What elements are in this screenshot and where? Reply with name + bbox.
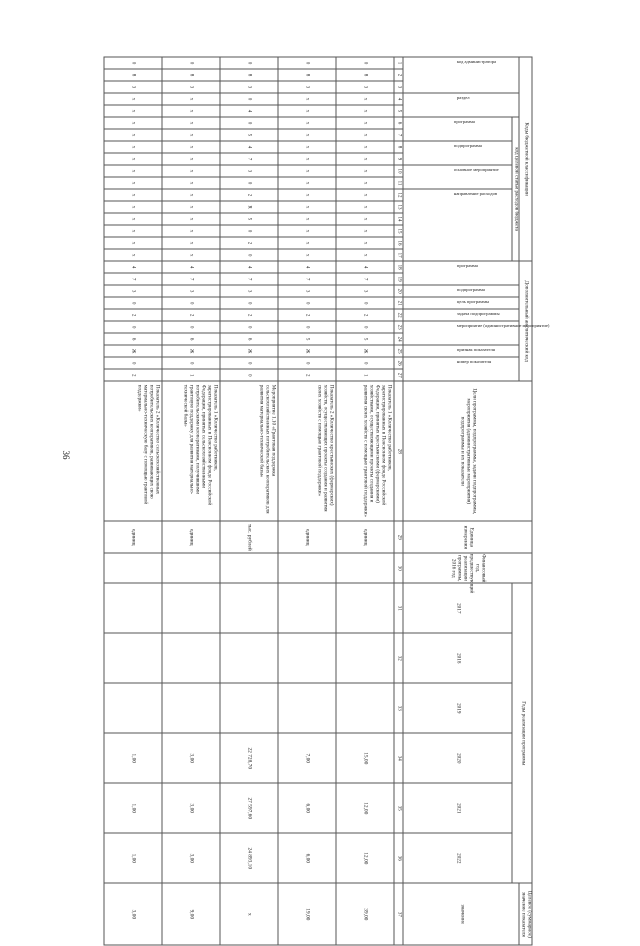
code-cell: x <box>162 153 220 165</box>
code-cell: x <box>162 177 220 189</box>
table-row <box>104 57 162 945</box>
year-2018: 2018 <box>403 633 512 683</box>
code-cell: 0 <box>104 297 162 309</box>
code-cell: 0 <box>220 369 278 381</box>
column-number: 3 <box>394 81 403 93</box>
code-cell: x <box>162 129 220 141</box>
fin-year-cell <box>278 553 336 583</box>
code-cell: x <box>336 165 394 177</box>
code-cell: 8 <box>278 69 336 81</box>
indicator-name: Показатель 2 «Количество сельскохозяйственных потребительских кооперативов, развивающих свою материально-техническую базу с помощью грантовой поддержки» <box>104 381 162 521</box>
code-cell: 2 <box>278 369 336 381</box>
code-cell: 4 <box>220 261 278 273</box>
column-number: 6 <box>394 117 403 129</box>
year-value <box>278 633 336 683</box>
code-cell: x <box>278 213 336 225</box>
column-number: 11 <box>394 177 403 189</box>
code-cell: x <box>278 117 336 129</box>
code-cell: 6 <box>220 333 278 345</box>
vhead-sign: признак показателя <box>403 345 519 357</box>
code-cell: x <box>104 93 162 105</box>
table-row <box>278 57 336 945</box>
code-cell: x <box>278 237 336 249</box>
year-2020: 2020 <box>403 733 512 783</box>
code-cell: x <box>336 141 394 153</box>
column-number: 30 <box>394 553 403 583</box>
year-2019: 2019 <box>403 683 512 733</box>
code-cell: 0 <box>220 249 278 261</box>
column-number: 29 <box>394 521 403 553</box>
code-cell: 0 <box>104 57 162 69</box>
code-cell: x <box>336 201 394 213</box>
names-header: Цели программы, подпрограммы, задачи подпрограммы, мероприятия (административные мероприятия) подпрограммы и их показатели <box>403 381 532 521</box>
column-number: 26 <box>394 357 403 369</box>
code-cell: 3 <box>278 81 336 93</box>
code-cell: 3 <box>220 81 278 93</box>
column-number: 20 <box>394 285 403 297</box>
code-cell: 7 <box>104 273 162 285</box>
code-cell: 1 <box>162 369 220 381</box>
code-cell: 0 <box>162 321 220 333</box>
code-cell: 0 <box>220 297 278 309</box>
year-value: 6,00 <box>278 783 336 833</box>
code-cell: 2 <box>104 309 162 321</box>
column-number: 22 <box>394 309 403 321</box>
column-number: 37 <box>394 883 403 945</box>
code-cell: x <box>278 105 336 117</box>
code-cell: 0 <box>162 357 220 369</box>
fin-year-cell <box>336 553 394 583</box>
code-cell: x <box>336 153 394 165</box>
code-cell: 3 <box>162 285 220 297</box>
code-cell: x <box>104 105 162 117</box>
fin-year-header: Финансовый год, предшествующий реализации программы, 2016 год <box>403 553 532 583</box>
code-cell: 5 <box>278 333 336 345</box>
unit-cell: единиц <box>336 521 394 553</box>
code-cell: 3 <box>336 285 394 297</box>
unit-cell: единиц <box>278 521 336 553</box>
code-cell: x <box>162 165 220 177</box>
code-cell: 2 <box>336 309 394 321</box>
code-cell: x <box>104 225 162 237</box>
year-value: 12,00 <box>336 833 394 883</box>
vhead-subprog: подпрограмма <box>403 141 512 165</box>
code-cell: 3 <box>162 81 220 93</box>
vhead-program: программа <box>403 261 519 285</box>
code-cell: 0 <box>336 321 394 333</box>
column-number: 27 <box>394 369 403 381</box>
year-value <box>220 633 278 683</box>
year-value <box>220 583 278 633</box>
code-cell: 7 <box>220 153 278 165</box>
column-number: 33 <box>394 683 403 733</box>
code-cell: 0 <box>220 117 278 129</box>
code-cell: x <box>278 189 336 201</box>
code-cell: x <box>162 225 220 237</box>
year-value <box>162 583 220 633</box>
code-cell: Ж <box>104 345 162 357</box>
column-number: 15 <box>394 225 403 237</box>
year-value: 7,00 <box>278 733 336 783</box>
code-cell: x <box>104 117 162 129</box>
code-cell: 8 <box>336 69 394 81</box>
code-cell: x <box>162 141 220 153</box>
extra-code-header: Дополнительный аналитический код <box>519 261 532 381</box>
code-cell: x <box>278 201 336 213</box>
column-number: 34 <box>394 733 403 783</box>
year-value: 12,00 <box>336 783 394 833</box>
unit-cell: единиц <box>162 521 220 553</box>
code-cell: 6 <box>162 333 220 345</box>
code-cell: x <box>278 93 336 105</box>
code-cell: 5 <box>220 129 278 141</box>
code-cell: x <box>336 213 394 225</box>
code-cell: 0 <box>220 321 278 333</box>
code-cell: Ж <box>220 345 278 357</box>
vhead-task: задача подпрограммы <box>403 309 519 321</box>
vhead-section: раздел <box>403 93 519 117</box>
vhead-prog: программа <box>403 117 512 141</box>
code-cell: 0 <box>162 297 220 309</box>
code-cell: x <box>278 249 336 261</box>
vhead-event: мероприятие (административное мероприятие) <box>403 321 519 345</box>
column-number: 2 <box>394 69 403 81</box>
unit-header: Единица измерения <box>403 521 532 553</box>
code-cell: 4 <box>220 141 278 153</box>
code-cell: x <box>278 177 336 189</box>
code-cell: 0 <box>220 357 278 369</box>
code-cell: Ж <box>336 345 394 357</box>
code-cell: 7 <box>278 273 336 285</box>
indicator-name: Мероприятие 1.10 «Грантовая поддержка сельскохозяйственных потребительских кооперативов для развития материально-технической базы» <box>220 381 278 521</box>
column-number: 7 <box>394 129 403 141</box>
vhead-main-event: основное мероприятие <box>403 165 512 189</box>
year-value <box>278 683 336 733</box>
year-2021: 2021 <box>403 783 512 833</box>
code-cell: Ж <box>162 345 220 357</box>
code-cell: 0 <box>104 321 162 333</box>
code-cell: 3 <box>220 285 278 297</box>
indicator-name: Показатель 1 «Количество работников, зарегистрированных в Пенсионном фонде Российской Федерации, принятых крестьянскими (фермерскими) хозяйствами, осуществляющими проекты создания и развития своих хозяйств с помощью грантовой поддержки» <box>336 381 394 521</box>
code-cell: x <box>162 249 220 261</box>
fin-year-cell <box>104 553 162 583</box>
indicator-name: Показатель 1 «Количество работников, зарегистрированных в Пенсионном фонде Российской Федерации, принятых сельскохозяйственными потребительскими кооперативами, получившими грантовую поддержку для развития материально-технической базы» <box>162 381 220 521</box>
target-header: Целевое (суммарное) значение показателя <box>519 883 532 945</box>
code-cell: 7 <box>162 273 220 285</box>
code-cell: 0 <box>278 357 336 369</box>
code-cell: x <box>336 249 394 261</box>
code-cell: 4 <box>220 105 278 117</box>
code-cell: x <box>104 249 162 261</box>
code-cell: 5 <box>336 333 394 345</box>
code-cell: x <box>162 237 220 249</box>
year-value: 3,00 <box>162 833 220 883</box>
code-cell: 8 <box>162 69 220 81</box>
expense-article-header: код целевой статьи расходов бюджета <box>512 117 519 261</box>
year-value: 15,00 <box>336 733 394 783</box>
program-table <box>108 57 550 938</box>
code-cell: 0 <box>336 357 394 369</box>
column-number: 35 <box>394 783 403 833</box>
code-cell: x <box>278 225 336 237</box>
vhead-number: номер показателя <box>403 357 519 381</box>
code-cell: 0 <box>220 93 278 105</box>
column-number: 5 <box>394 105 403 117</box>
code-cell: x <box>278 165 336 177</box>
column-number: 4 <box>394 93 403 105</box>
year-value: 27 597,60 <box>220 783 278 833</box>
unit-cell: единиц <box>104 521 162 553</box>
code-cell: x <box>104 129 162 141</box>
code-cell: 8 <box>104 69 162 81</box>
code-cell: 4 <box>336 261 394 273</box>
code-cell: 0 <box>278 321 336 333</box>
code-cell: x <box>278 153 336 165</box>
year-value <box>220 683 278 733</box>
vhead-direction: направление расходов <box>403 189 512 261</box>
code-cell: 2 <box>220 237 278 249</box>
year-value <box>162 683 220 733</box>
code-cell: x <box>104 141 162 153</box>
table-row <box>336 57 394 945</box>
code-cell: x <box>162 213 220 225</box>
column-number: 10 <box>394 165 403 177</box>
target-value: 3,00 <box>104 883 162 945</box>
code-cell: 0 <box>220 225 278 237</box>
code-cell: 7 <box>336 273 394 285</box>
code-cell: 8 <box>220 69 278 81</box>
target-value: 9,00 <box>162 883 220 945</box>
year-value <box>162 633 220 683</box>
budget-codes-header: Коды бюджетной классификации <box>519 57 532 261</box>
year-value <box>336 583 394 633</box>
table-row <box>220 57 278 945</box>
code-cell: x <box>162 201 220 213</box>
code-cell: x <box>162 105 220 117</box>
table-row <box>162 57 220 945</box>
year-value <box>104 583 162 633</box>
target-value: 19,00 <box>278 883 336 945</box>
code-cell: x <box>336 237 394 249</box>
code-cell: 0 <box>336 297 394 309</box>
year-value: 1,00 <box>104 733 162 783</box>
code-cell: 3 <box>220 165 278 177</box>
code-cell: x <box>336 117 394 129</box>
fin-year-cell <box>220 553 278 583</box>
year-value <box>104 683 162 733</box>
code-cell: 3 <box>336 81 394 93</box>
year-2022: 2022 <box>403 833 512 883</box>
code-cell: x <box>104 177 162 189</box>
code-cell: x <box>104 213 162 225</box>
column-number: 36 <box>394 833 403 883</box>
year-value: 3,00 <box>162 733 220 783</box>
code-cell: 4 <box>104 261 162 273</box>
code-cell: 5 <box>220 213 278 225</box>
code-cell: 4 <box>162 261 220 273</box>
code-cell: 0 <box>278 57 336 69</box>
code-cell: x <box>162 117 220 129</box>
code-cell: Ж <box>278 345 336 357</box>
column-number: 31 <box>394 583 403 633</box>
column-number: 8 <box>394 141 403 153</box>
column-number: 32 <box>394 633 403 683</box>
code-cell: x <box>336 189 394 201</box>
code-cell: 0 <box>278 297 336 309</box>
unit-cell: тыс. рублей <box>220 521 278 553</box>
code-cell: 3 <box>278 285 336 297</box>
code-cell: 2 <box>220 309 278 321</box>
code-cell: 2 <box>278 309 336 321</box>
vhead-subprogram: подпрограмма <box>403 285 519 297</box>
code-cell: x <box>336 225 394 237</box>
code-cell: 3 <box>104 285 162 297</box>
year-value: 22 728,70 <box>220 733 278 783</box>
column-number: 1 <box>394 57 403 69</box>
code-cell: 0 <box>104 357 162 369</box>
target-sub: значение <box>403 883 519 945</box>
code-cell: 0 <box>220 177 278 189</box>
code-cell: 2 <box>162 309 220 321</box>
column-number: 16 <box>394 237 403 249</box>
page-number: 36 <box>61 450 71 460</box>
code-cell: x <box>162 93 220 105</box>
code-cell: x <box>104 153 162 165</box>
code-cell: x <box>278 141 336 153</box>
column-number: 19 <box>394 273 403 285</box>
column-number: 21 <box>394 297 403 309</box>
code-cell: 4 <box>278 261 336 273</box>
column-number: 12 <box>394 189 403 201</box>
year-2017: 2017 <box>403 583 512 633</box>
code-cell: x <box>104 237 162 249</box>
code-cell: 0 <box>336 57 394 69</box>
target-value: x <box>220 883 278 945</box>
column-number: 23 <box>394 321 403 333</box>
year-value: 1,00 <box>104 833 162 883</box>
code-cell: x <box>336 93 394 105</box>
code-cell: 1 <box>336 369 394 381</box>
year-value: 1,00 <box>104 783 162 833</box>
code-cell: 3 <box>104 81 162 93</box>
column-number: 9 <box>394 153 403 165</box>
target-value: 39,00 <box>336 883 394 945</box>
year-value: 6,00 <box>278 833 336 883</box>
year-value: 24 893,10 <box>220 833 278 883</box>
column-number: 25 <box>394 345 403 357</box>
code-cell: 2 <box>104 369 162 381</box>
code-cell: x <box>336 105 394 117</box>
code-cell: R <box>220 201 278 213</box>
year-value: 3,00 <box>162 783 220 833</box>
years-header: Годы реализации программы <box>512 583 532 883</box>
vhead-admin: код администратора <box>403 57 519 93</box>
code-cell: 7 <box>220 273 278 285</box>
column-number: 14 <box>394 213 403 225</box>
code-cell: x <box>278 129 336 141</box>
year-value <box>336 683 394 733</box>
code-cell: x <box>104 165 162 177</box>
column-number: 13 <box>394 201 403 213</box>
vhead-goal: цель программы <box>403 297 519 309</box>
indicator-name: Показатель 2 «Количество крестьянских (фермерских) хозяйств, осуществляющих проекты создания и развития своих хозяйств с помощью грантовой поддержки» <box>278 381 336 521</box>
code-cell: x <box>336 129 394 141</box>
year-value <box>104 633 162 683</box>
year-value <box>278 583 336 633</box>
column-number: 17 <box>394 249 403 261</box>
code-cell: 2 <box>220 189 278 201</box>
fin-year-cell <box>162 553 220 583</box>
code-cell: x <box>162 189 220 201</box>
code-cell: 6 <box>104 333 162 345</box>
code-cell: 0 <box>220 57 278 69</box>
column-number: 18 <box>394 261 403 273</box>
year-value <box>336 633 394 683</box>
code-cell: 0 <box>162 57 220 69</box>
code-cell: x <box>104 189 162 201</box>
column-number: 28 <box>394 381 403 521</box>
column-number: 24 <box>394 333 403 345</box>
code-cell: x <box>336 177 394 189</box>
code-cell: x <box>104 201 162 213</box>
